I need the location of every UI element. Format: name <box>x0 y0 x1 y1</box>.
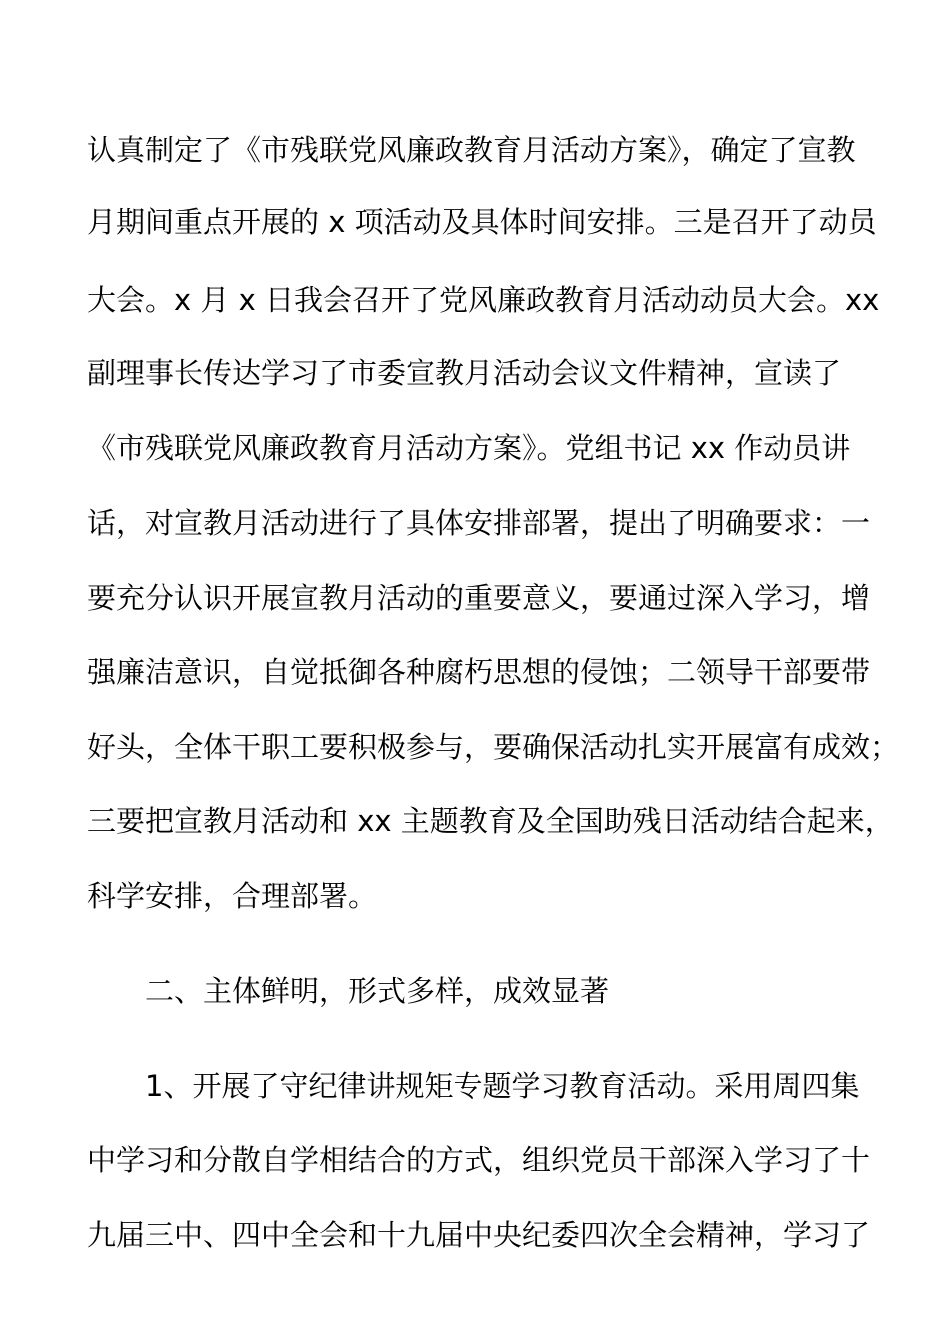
paragraph-line-14: 中学习和分散自学相结合的方式，组织党员干部深入学习了十 <box>87 1143 871 1177</box>
paragraph-line-15: 九届三中、四中全会和十九届中央纪委四次全会精神，学习了 <box>87 1218 871 1252</box>
paragraph-line-8: 强廉洁意识，自觉抵御各种腐朽思想的侵蚀；二领导干部要带 <box>87 655 871 689</box>
paragraph-line-2: 月期间重点开展的 x 项活动及具体时间安排。三是召开了动员 <box>87 205 877 239</box>
paragraph-line-7: 要充分认识开展宣教月活动的重要意义，要通过深入学习，增 <box>87 581 871 615</box>
section-heading: 二、主体鲜明，形式多样，成效显著 <box>145 974 610 1008</box>
paragraph-line-5: 《市残联党风廉政教育月活动方案》。党组书记 xx 作动员讲 <box>87 431 851 465</box>
paragraph-line-9: 好头，全体干职工要积极参与，要确保活动扎实开展富有成效； <box>87 730 900 764</box>
paragraph-line-4: 副理事长传达学习了市委宣教月活动会议文件精神，宣读了 <box>87 356 842 390</box>
paragraph-line-3: 大会。x 月 x 日我会召开了党风廉政教育月活动动员大会。xx <box>87 283 880 317</box>
paragraph-line-10: 三要把宣教月活动和 xx 主题教育及全国助残日活动结合起来， <box>87 804 894 838</box>
paragraph-line-11: 科学安排，合理部署。 <box>87 879 378 913</box>
paragraph-line-1: 认真制定了《市残联党风廉政教育月活动方案》，确定了宣教 <box>87 133 856 167</box>
paragraph-line-13: 1、开展了守纪律讲规矩专题学习教育活动。采用周四集 <box>145 1069 860 1103</box>
paragraph-line-6: 话，对宣教月活动进行了具体安排部署，提出了明确要求：一 <box>87 506 871 540</box>
